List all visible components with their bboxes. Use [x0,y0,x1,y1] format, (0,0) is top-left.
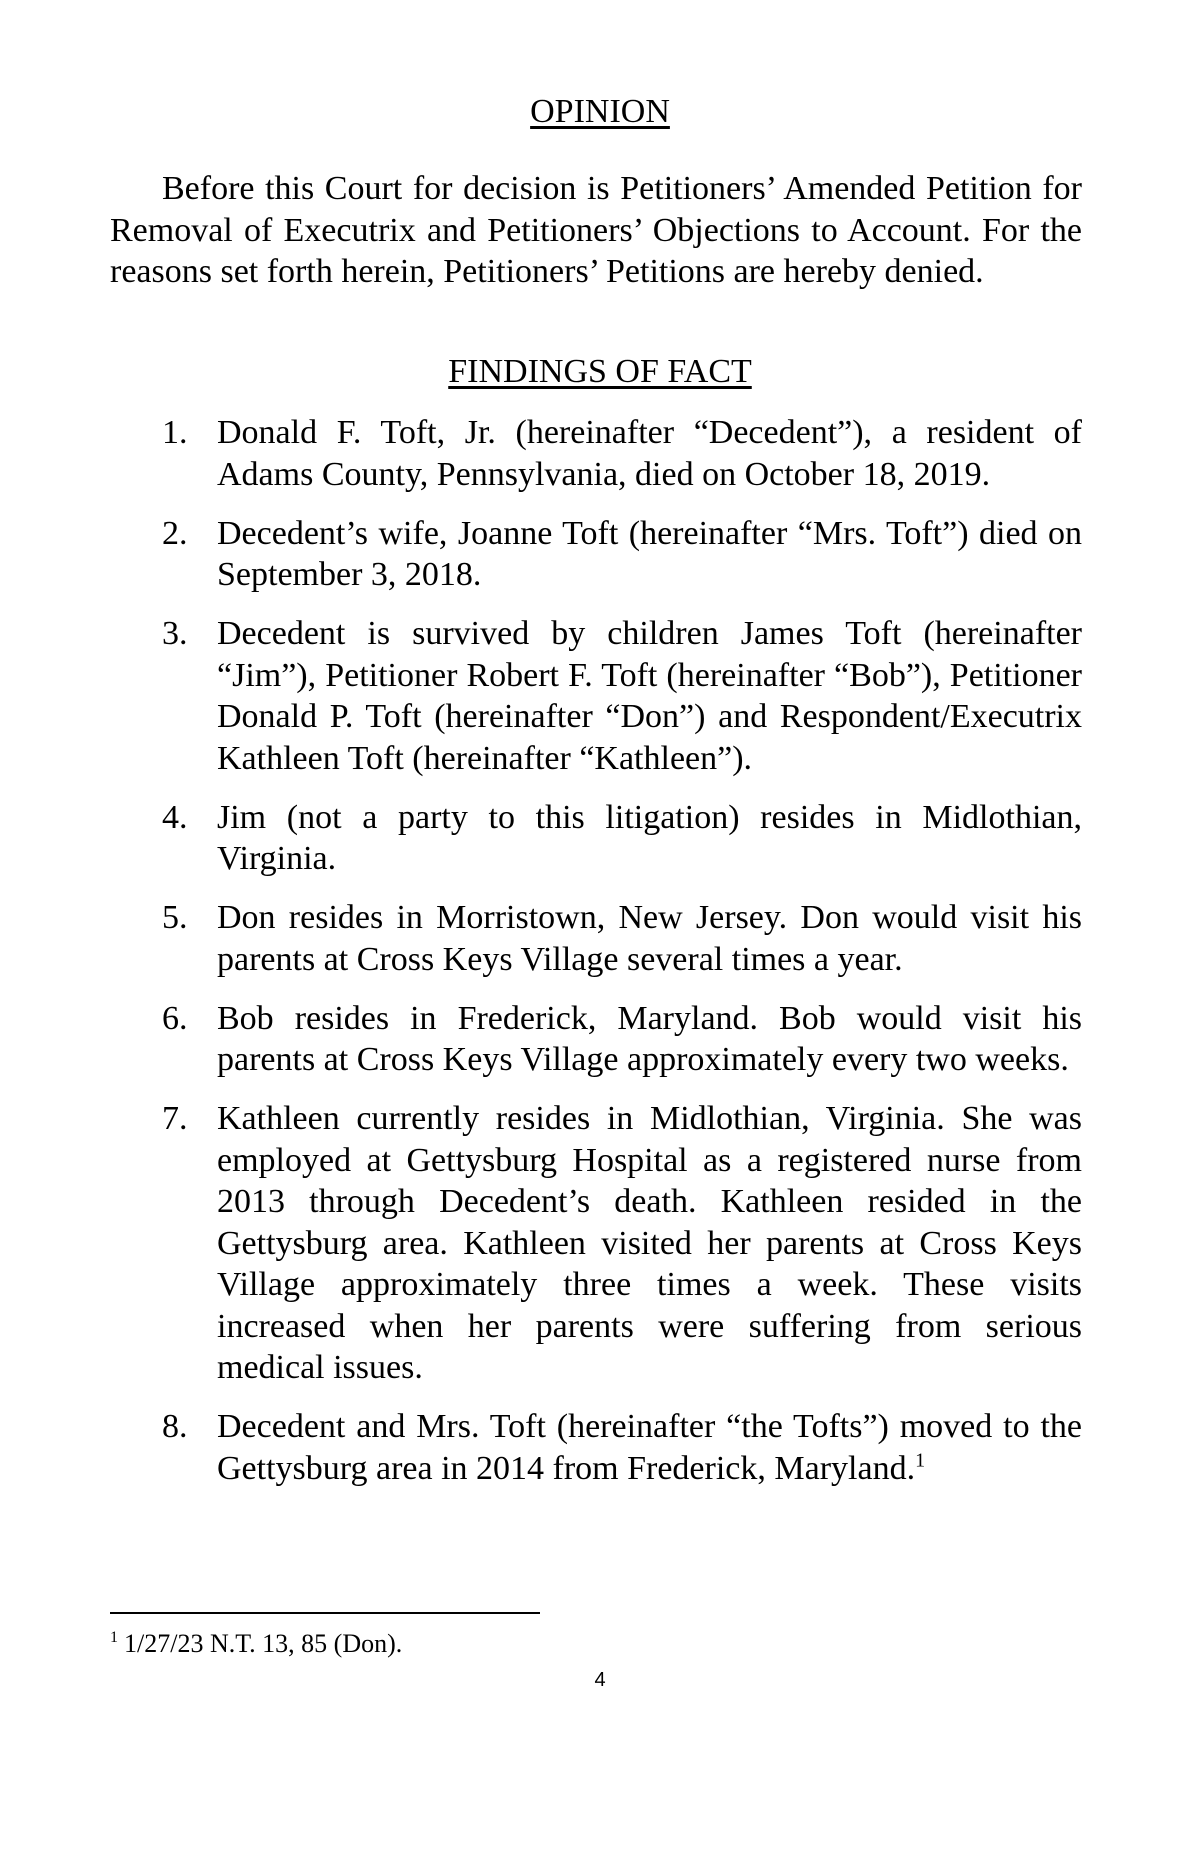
findings-heading: FINDINGS OF FACT [448,353,752,390]
finding-number: 8. [162,1408,188,1445]
finding-item [110,897,1082,980]
footnote-reference[interactable]: 1 [915,1449,926,1472]
finding-item [110,1098,1082,1389]
finding-number: 2. [162,514,188,552]
finding-text [217,1408,1082,1487]
finding-number: 1. [162,414,188,451]
intro-paragraph: Before this Court for decision is Petitioners’ Amended Petition for Removal of Executrix and Petitioners’ Objections to Account. For the reasons set forth herein, Petitioners’ Petitions are hereby denied. [110,170,1082,290]
footnote-marker: 1 [110,1629,118,1647]
finding-text: Bob resides in Frederick, Maryland. Bob would visit his parents at Cross Keys Village approximately every two weeks. [217,999,1082,1078]
finding-item [110,412,1082,495]
finding-number: 7. [162,1100,188,1137]
finding-item [110,1406,1082,1489]
finding-text-body: Decedent and Mrs. Toft (hereinafter “the Tofts”) moved to the Gettysburg area in 2014 from Frederick, Maryland. [217,1408,1082,1487]
finding-text: Kathleen currently resides in Midlothian, Virginia. She was employed at Gettysburg Hospital as a registered nurse from 2013 through Decedent’s death. Kathleen resided in the Gettysburg area. Kathleen visited her parents at Cross Keys Village approximately three times a week. These visits increased when her parents were suffering from serious medical issues. [217,1100,1082,1386]
finding-text: Don resides in Morristown, New Jersey. Don would visit his parents at Cross Keys Village several times a year. [217,899,1082,978]
finding-number: 6. [162,999,188,1037]
finding-text: Decedent is survived by children James Toft (hereinafter “Jim”), Petitioner Robert F. Toft (hereinafter “Bob”), Petitioner Donald P. Toft (hereinafter “Don”) and Respondent/Executrix Kathleen Toft (hereinafter “Kathleen”). [217,615,1082,777]
finding-item [110,613,1082,779]
footnote-text: 1/27/23 N.T. 13, 85 (Don). [124,1629,403,1658]
finding-text: Decedent’s wife, Joanne Toft (hereinafter “Mrs. Toft”) died on September 3, 2018. [217,514,1082,593]
finding-item [110,998,1082,1081]
finding-number: 3. [162,615,188,652]
finding-text: Jim (not a party to this litigation) resides in Midlothian, Virginia. [217,798,1082,877]
findings-list [110,412,1082,1507]
footnote-separator [110,1612,540,1614]
footnote [110,1628,402,1660]
page-number: 4 [594,1669,606,1691]
finding-number: 5. [162,899,188,936]
opinion-heading: OPINION [530,93,670,130]
finding-item [110,513,1082,596]
finding-item [110,797,1082,880]
finding-number: 4. [162,798,188,836]
finding-text: Donald F. Toft, Jr. (hereinafter “Decedent”), a resident of Adams County, Pennsylvania, died on October 18, 2019. [217,414,1082,493]
